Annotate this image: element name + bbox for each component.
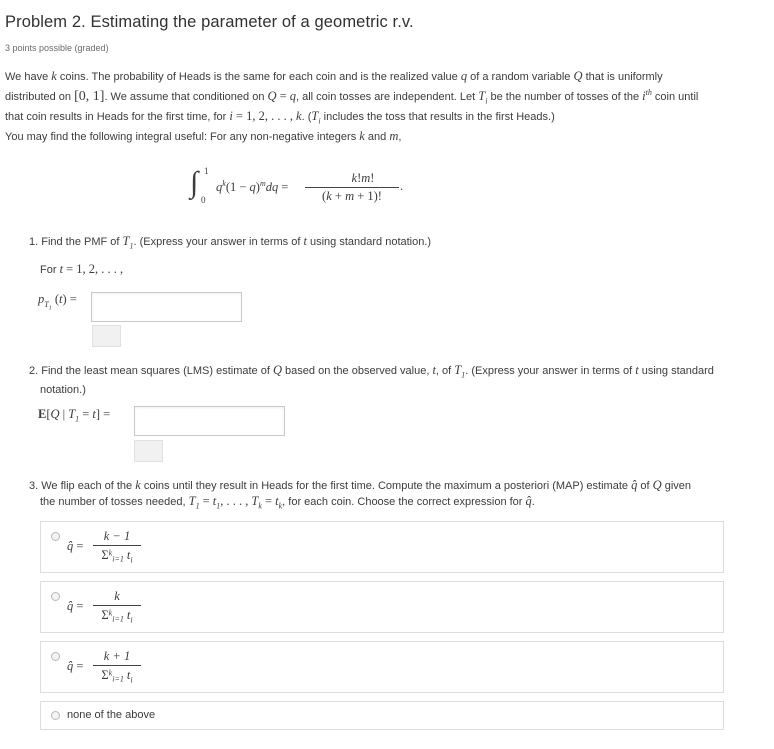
- q3-text: , for each coin. Choose the correct expression for: [282, 496, 523, 508]
- q2-answer-input[interactable]: [134, 406, 285, 436]
- q1-for-label: For: [40, 264, 57, 276]
- radio-button[interactable]: [51, 652, 60, 661]
- choice-option-3[interactable]: [40, 641, 724, 693]
- intro-text: that is uniformly: [585, 71, 663, 83]
- useful-text: and: [367, 131, 387, 143]
- integral-formula: ∫ 1 0 $q^k(1 - q)^mdq$ = k!m! (k + m + 1)! .: [190, 166, 404, 205]
- q2-text: based on the observed value,: [285, 365, 430, 377]
- problem-intro: We have k coins. The probability of Heads is the same for each coin and is the realized value q of a random variable Q that is uniformly distributed on [0, 1]. We assume that conditioned on Q = q, all coin tosses are independent. Let $T_i$ be the number of tosses of the $i^{th}$ coin until that coin results in Heads for the first time, for i = 1, 2, . . . , k. ($T_i$ includes the toss that results in the first Heads.): [5, 69, 699, 126]
- choice-denominator: $\Sigma^k_{i=1}$ $t_i$: [101, 668, 133, 685]
- q3-prompt: 3. We flip each of the k coins until they result in Heads for the first time. Compute the maximum a posteriori (MAP) estimate q̂ of Q given the number of tosses needed, $T_1 = t_1$, . . . , $T_k = t_k$, for each coin. Choose the correct expression for q̂.: [29, 478, 692, 511]
- intro-text: We have: [5, 71, 49, 83]
- choice-numerator: k: [114, 589, 120, 603]
- intro-text: includes the toss that results in the first Heads.): [323, 110, 555, 123]
- choice-numerator: k − 1: [103, 529, 131, 543]
- intro-text: . We assume that conditioned on: [104, 91, 265, 104]
- q2-prompt: 2. Find the least mean squares (LMS) estimate of Q based on the observed value, t, of $T_1$. (Express your answer in terms of t using standard notation.): [29, 363, 749, 398]
- q2-text: . (Express your answer in terms of: [465, 365, 633, 377]
- q2-label: E[Q | $T_1 = t$] =: [38, 407, 111, 424]
- radio-button[interactable]: [51, 592, 60, 601]
- q1-text: . (Express your answer in terms of: [133, 236, 301, 248]
- intro-text: , all coin tosses are independent. Let: [295, 91, 476, 104]
- q1-text: 1. Find the PMF of: [29, 236, 120, 248]
- q3-text: the number of tosses needed,: [40, 496, 186, 508]
- points-label: 3 points possible (graded): [5, 43, 109, 53]
- choice-math: q̂ =: [67, 599, 84, 613]
- intro-text: be the number of tosses of the: [490, 91, 640, 104]
- q1-text: using standard notation.): [310, 236, 432, 248]
- choice-math: q̂ =: [67, 659, 84, 673]
- q3-text: of: [640, 480, 650, 492]
- intro-text: that coin results in Heads for the first time, for: [5, 110, 227, 123]
- useful-text: ,: [398, 131, 402, 143]
- choice-math: q̂ =: [67, 539, 84, 553]
- q1-label: $p_{T_1}$ (t) =: [38, 292, 77, 312]
- q2-text: , of: [435, 365, 452, 377]
- q3-text: 3. We flip each of the: [29, 480, 133, 492]
- q2-text: notation.): [40, 383, 86, 396]
- intro-text: coins. The probability of Heads is the same for each coin and is the realized value: [59, 71, 458, 83]
- q3-text: coins until they result in Heads for the first time. Compute the maximum a posteriori (MAP) estimate: [143, 480, 629, 492]
- q1-preview-box: [92, 325, 121, 347]
- q2-text: 2. Find the least mean squares (LMS) estimate of: [29, 365, 270, 377]
- q1-for-line: For t = 1, 2, . . . ,: [40, 262, 124, 276]
- q1-answer-input[interactable]: [91, 292, 242, 322]
- intro-text: distributed on: [5, 91, 72, 104]
- choice-option-4[interactable]: [40, 701, 724, 730]
- radio-button[interactable]: [51, 711, 60, 720]
- intro-text: of a random variable: [470, 71, 571, 83]
- q3-text: given: [664, 480, 692, 492]
- intro-text: coin until: [654, 91, 699, 104]
- radio-button[interactable]: [51, 532, 60, 541]
- problem-title: Problem 2. Estimating the parameter of a geometric r.v.: [5, 13, 414, 31]
- useful-integral-text: You may find the following integral useful: For any non-negative integers k and m,: [5, 129, 402, 143]
- choice-option-2[interactable]: [40, 581, 724, 633]
- q2-preview-box: [134, 440, 163, 462]
- choice-option-1[interactable]: [40, 521, 724, 573]
- choice-label: none of the above: [67, 709, 156, 721]
- q2-text: using standard: [641, 365, 714, 377]
- choice-denominator: $\Sigma^k_{i=1}$ $t_i$: [101, 548, 133, 565]
- q3-text: .: [531, 496, 535, 508]
- q1-prompt: 1. Find the PMF of $T_1$. (Express your answer in terms of t using standard notation.): [29, 234, 432, 251]
- useful-text: You may find the following integral useful: For any non-negative integers: [5, 131, 357, 143]
- choice-denominator: $\Sigma^k_{i=1}$ $t_i$: [101, 608, 133, 625]
- choice-numerator: k + 1: [103, 649, 131, 663]
